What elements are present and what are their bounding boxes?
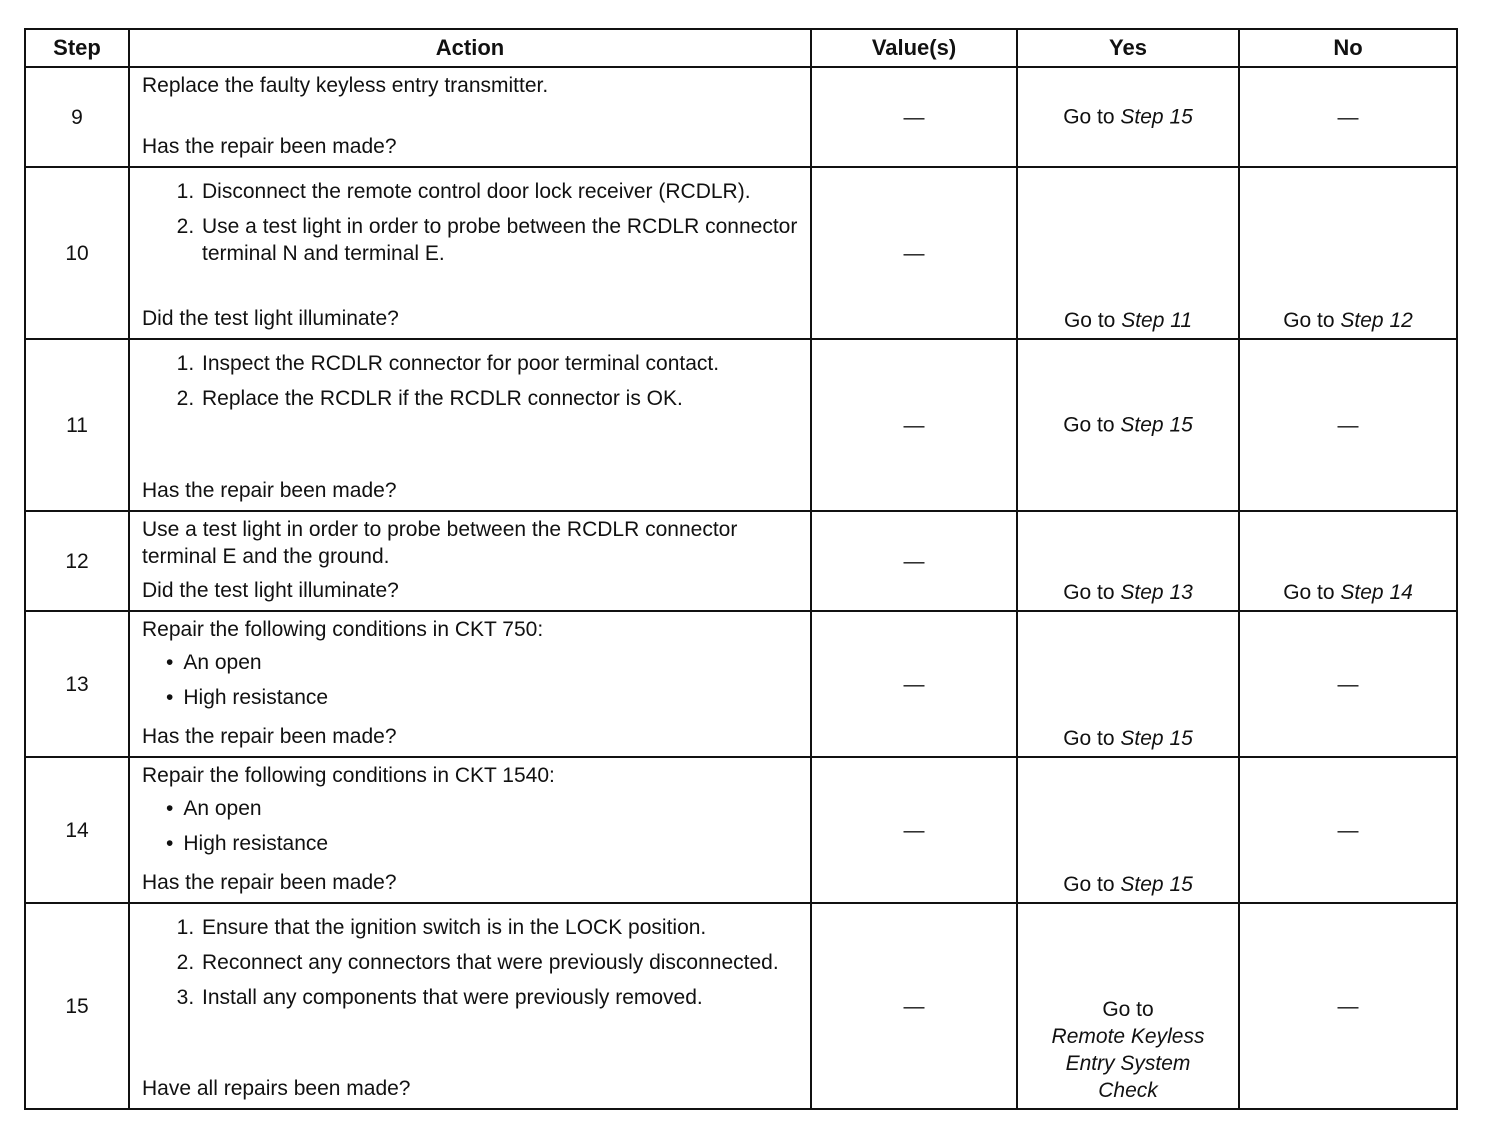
action-cell bbox=[129, 67, 811, 167]
action-step: 2. Reconnect any connectors that were previously disconnected. bbox=[200, 949, 800, 976]
goto-prefix: Go to bbox=[1063, 413, 1115, 437]
diagnostic-table bbox=[24, 28, 1458, 1110]
goto-link[interactable]: Step 11 bbox=[1121, 309, 1193, 332]
action-step: 3. Install any components that were previously removed. bbox=[200, 984, 800, 1011]
yes-cell bbox=[1017, 611, 1239, 757]
yes-cell bbox=[1017, 339, 1239, 511]
goto-link[interactable]: Step 15 bbox=[1120, 105, 1193, 129]
value-cell: — bbox=[811, 903, 1017, 1109]
action-question: Did the test light illuminate? bbox=[142, 579, 399, 602]
action-question: Has the repair been made? bbox=[142, 725, 397, 748]
action-cell bbox=[129, 339, 811, 511]
yes-cell bbox=[1017, 903, 1239, 1109]
value-cell: — bbox=[811, 339, 1017, 511]
bullet-item: • High resistance bbox=[166, 830, 800, 857]
no-cell: — bbox=[1239, 757, 1457, 903]
action-text: Replace the faulty keyless entry transmitter. bbox=[142, 74, 549, 97]
yes-cell bbox=[1017, 67, 1239, 167]
no-cell: — bbox=[1239, 67, 1457, 167]
goto-prefix: Go to bbox=[1283, 581, 1335, 604]
action-text: Use a test light in order to probe between the RCDLR connector terminal E and the ground. bbox=[142, 518, 738, 568]
value-cell: — bbox=[811, 167, 1017, 339]
action-cell bbox=[129, 511, 811, 611]
action-step: 2. Replace the RCDLR if the RCDLR connector is OK. bbox=[200, 385, 800, 412]
table-row bbox=[25, 167, 1457, 339]
bullet-item: • An open bbox=[166, 649, 800, 676]
bullet-item: • An open bbox=[166, 795, 800, 822]
goto-prefix: Go to bbox=[1063, 581, 1115, 604]
action-cell bbox=[129, 611, 811, 757]
action-question: Has the repair been made? bbox=[142, 135, 397, 158]
step-number: 15 bbox=[25, 903, 129, 1109]
goto-link[interactable]: Step 12 bbox=[1340, 309, 1413, 332]
no-cell: — bbox=[1239, 339, 1457, 511]
step-number: 12 bbox=[25, 511, 129, 611]
yes-cell bbox=[1017, 511, 1239, 611]
table-row bbox=[25, 903, 1457, 1109]
action-question: Have all repairs been made? bbox=[142, 1077, 411, 1100]
goto-link[interactable]: Step 14 bbox=[1340, 581, 1413, 604]
action-cell bbox=[129, 757, 811, 903]
yes-cell bbox=[1017, 757, 1239, 903]
goto-link[interactable]: Remote Keyless Entry System Check bbox=[1051, 1025, 1205, 1102]
table-row bbox=[25, 611, 1457, 757]
step-number: 14 bbox=[25, 757, 129, 903]
no-cell bbox=[1239, 511, 1457, 611]
value-cell: — bbox=[811, 757, 1017, 903]
step-number: 9 bbox=[25, 67, 129, 167]
goto-prefix: Go to bbox=[1063, 873, 1115, 896]
no-cell: — bbox=[1239, 611, 1457, 757]
action-step: 1. Inspect the RCDLR connector for poor terminal contact. bbox=[200, 350, 800, 377]
header-no: No bbox=[1239, 29, 1457, 67]
header-yes: Yes bbox=[1017, 29, 1239, 67]
no-cell: — bbox=[1239, 903, 1457, 1109]
goto-prefix: Go to bbox=[1283, 309, 1335, 332]
yes-cell bbox=[1017, 167, 1239, 339]
header-step: Step bbox=[25, 29, 129, 67]
action-cell bbox=[129, 167, 811, 339]
header-action: Action bbox=[129, 29, 811, 67]
value-cell: — bbox=[811, 67, 1017, 167]
value-cell: — bbox=[811, 611, 1017, 757]
table-row bbox=[25, 339, 1457, 511]
table-row bbox=[25, 757, 1457, 903]
table-row bbox=[25, 511, 1457, 611]
action-step: 2. Use a test light in order to probe between the RCDLR connector terminal N and terminal E. bbox=[200, 213, 800, 267]
action-step: 1. Ensure that the ignition switch is in the LOCK position. bbox=[200, 914, 800, 941]
goto-prefix: Go to bbox=[1063, 105, 1115, 129]
value-cell: — bbox=[811, 511, 1017, 611]
action-text: Repair the following conditions in CKT 1540: bbox=[142, 764, 555, 787]
action-text: Repair the following conditions in CKT 750: bbox=[142, 618, 544, 641]
goto-link[interactable]: Step 15 bbox=[1120, 873, 1193, 896]
goto-link[interactable]: Step 15 bbox=[1120, 727, 1193, 750]
action-question: Did the test light illuminate? bbox=[142, 307, 399, 330]
table-row bbox=[25, 67, 1457, 167]
step-number: 11 bbox=[25, 339, 129, 511]
goto-prefix: Go to bbox=[1102, 998, 1154, 1021]
action-question: Has the repair been made? bbox=[142, 871, 397, 894]
action-question: Has the repair been made? bbox=[142, 479, 397, 502]
action-step: 1. Disconnect the remote control door lock receiver (RCDLR). bbox=[200, 178, 800, 205]
header-values: Value(s) bbox=[811, 29, 1017, 67]
goto-prefix: Go to bbox=[1063, 309, 1116, 332]
action-cell bbox=[129, 903, 811, 1109]
step-number: 13 bbox=[25, 611, 129, 757]
goto-link[interactable]: Step 15 bbox=[1120, 413, 1193, 437]
goto-prefix: Go to bbox=[1063, 727, 1115, 750]
goto-link[interactable]: Step 13 bbox=[1120, 581, 1193, 604]
bullet-item: • High resistance bbox=[166, 684, 800, 711]
step-number: 10 bbox=[25, 167, 129, 339]
no-cell bbox=[1239, 167, 1457, 339]
header-row bbox=[25, 29, 1457, 67]
